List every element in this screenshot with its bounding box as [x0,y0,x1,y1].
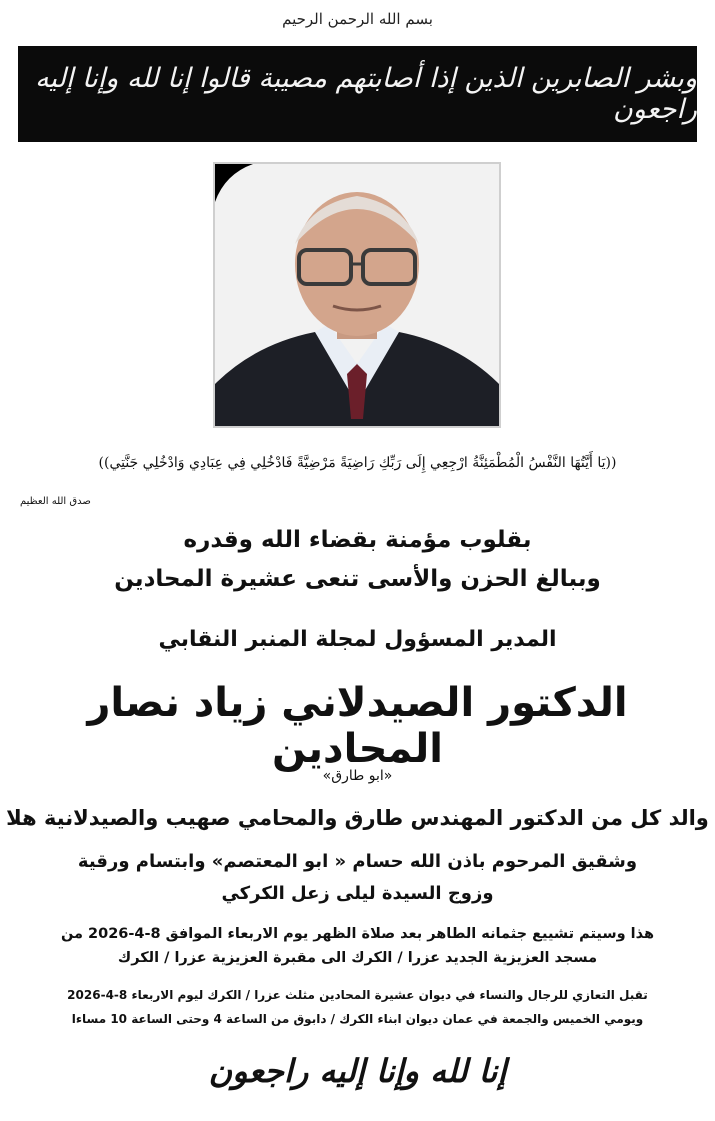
basmala: بسم الله الرحمن الرحيم [282,10,433,28]
announcement-line-2: وببالغ الحزن والأسى تنعى عشيرة المحادين [114,566,601,592]
father-of-line: والد كل من الدكتور المهندس طارق والمحامي صهيب والصيدلانية هلا [6,806,709,830]
husband-of-line: وزوج السيدة ليلى زعل الكركي [221,883,494,904]
quran-verse: ((يَا أَيَّتُهَا النَّفْسُ الْمُطْمَئِنَّةُ ارْجِعِي إِلَى رَبِّكِ رَاضِيَةً مَرْضِيَّةً فَادْخُلِي فِي عِبَادِي وَادْخُلِي جَنَّتِي)) [98,455,617,471]
closing-verse: إنا لله وإنا إليه راجعون [208,1052,507,1090]
portrait-photo [213,162,501,428]
banner-verse: وبشر الصابرين الذين إذا أصابتهم مصيبة قالوا إنا لله وإنا إليه راجعون [35,63,697,125]
brother-of-line: وشقيق المرحوم باذن الله حسام « ابو المعتصم» وابتسام ورقية [77,851,638,872]
deceased-name: الدكتور الصيدلاني زياد نصار المحادين [87,680,628,772]
portrait-photo-icon [215,164,499,426]
deceased-kunya: «ابو طارق» [322,768,393,784]
quran-banner [18,46,697,142]
sadaq-text: صدق الله العظيم [20,496,91,507]
funeral-line-1: هذا وسيتم تشييع جثمانه الطاهر بعد صلاة الظهر يوم الاربعاء الموافق 8-4-2026 من [60,926,655,942]
deceased-position: المدير المسؤول لمجلة المنبر النقابي [158,627,557,652]
funeral-line-2: مسجد العزيزية الجديد عزرا / الكرك الى مقبرة العزيزية عزرا / الكرك [117,950,598,966]
announcement-line-1: بقلوب مؤمنة بقضاء الله وقدره [183,527,532,553]
condolences-line-1: تقبل التعازي للرجال والنساء في ديوان عشيرة المحادين مثلث عزرا / الكرك ليوم الاربعاء 8-4-2026 [67,988,648,1002]
condolences-line-2: ويومي الخميس والجمعة في عمان ديوان ابناء الكرك / دابوق من الساعة 4 وحتى الساعة 10 مساءا [71,1012,644,1026]
